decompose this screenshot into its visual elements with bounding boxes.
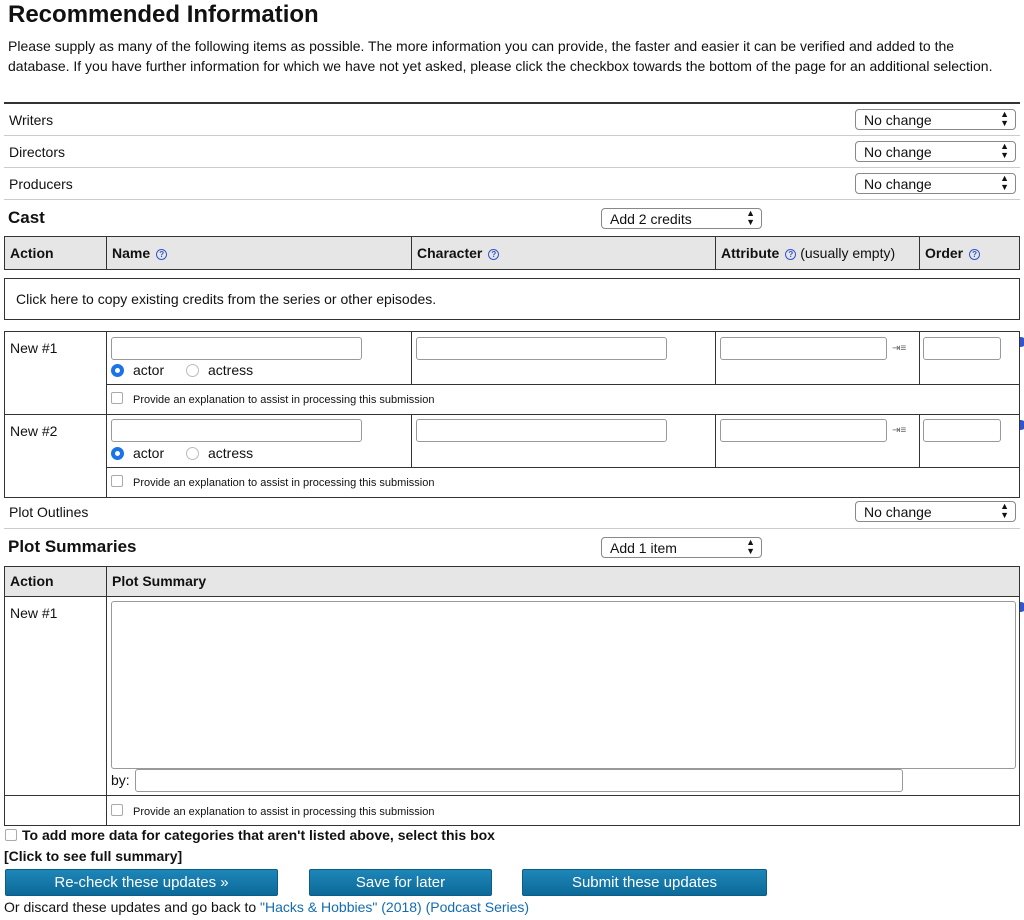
recheck-button[interactable]: Re-check these updates » — [5, 869, 278, 896]
explain-checkbox[interactable]: Provide an explanation to assist in processing this submission — [111, 392, 434, 406]
category-row-writers — [4, 104, 1020, 136]
attribute-input[interactable] — [720, 419, 887, 442]
radio-actor[interactable]: actor — [111, 445, 164, 461]
indicator-icon — [1020, 337, 1024, 347]
category-label: Plot Outlines — [9, 504, 89, 520]
order-input[interactable] — [923, 419, 1001, 442]
header-attribute: Attribute ? (usually empty) — [716, 237, 920, 269]
row-label: New #1 — [10, 605, 58, 621]
header-name: Name ? — [107, 237, 412, 269]
plot-summary-row — [4, 596, 1020, 826]
select-arrows-icon: ▲ ▼ — [1000, 141, 1009, 160]
radio-actress[interactable]: actress — [186, 445, 253, 461]
page-title: Recommended Information — [8, 1, 319, 28]
plot-summary-textarea[interactable] — [111, 601, 1016, 769]
header-action: Action — [5, 567, 107, 596]
plot-summaries-title: Plot Summaries — [8, 537, 137, 556]
help-icon[interactable]: ? — [969, 249, 980, 260]
radio-actor[interactable]: actor — [111, 362, 164, 378]
category-label: Producers — [9, 176, 73, 192]
category-row-directors — [4, 136, 1020, 168]
discard-text: Or discard these updates and go back to "Hacks & Hobbies" (2018) (Podcast Series) — [4, 899, 530, 915]
category-row-plot-outlines — [4, 497, 1020, 529]
category-label: Directors — [9, 144, 66, 160]
radio-actress[interactable]: actress — [186, 362, 253, 378]
help-icon[interactable]: ? — [488, 249, 499, 260]
category-label: Writers — [9, 112, 54, 128]
order-input[interactable] — [923, 337, 1001, 360]
name-input[interactable] — [111, 419, 362, 442]
save-button[interactable]: Save for later — [309, 869, 492, 896]
submit-button[interactable]: Submit these updates — [522, 869, 767, 896]
select-arrows-icon: ▲ ▼ — [746, 537, 755, 556]
cast-row-new-1 — [4, 331, 1020, 415]
plot-table-header — [4, 566, 1020, 597]
by-label: by: — [111, 772, 130, 788]
category-row-producers — [4, 168, 1020, 200]
plot-summaries-add-select[interactable]: Add 1 item ▲ ▼ — [601, 537, 762, 558]
cast-row-new-2 — [4, 414, 1020, 498]
header-plot-summary: Plot Summary — [112, 573, 207, 589]
row-label: New #1 — [10, 340, 58, 356]
indicator-icon — [1020, 602, 1024, 612]
cast-title: Cast — [8, 208, 45, 227]
more-data-checkbox[interactable]: To add more data for categories that aren't listed above, select this box — [5, 827, 495, 843]
character-input[interactable] — [416, 419, 667, 442]
header-order: Order ? — [920, 237, 1019, 269]
help-icon[interactable]: ? — [156, 249, 167, 260]
intro-text: Please supply as many of the following items as possible. The more information you can provide, the faster and easier it can be verified and added to the database. If you have further information for which we have not yet asked, please click the checkbox towards the bottom of the page for an additional selection. — [8, 38, 993, 74]
header-character: Character ? — [412, 237, 716, 269]
explain-checkbox[interactable]: Provide an explanation to assist in processing this submission — [111, 475, 434, 489]
back-link[interactable]: "Hacks & Hobbies" (2018) (Podcast Series) — [260, 899, 530, 915]
help-icon[interactable]: ? — [785, 249, 796, 260]
copy-credits-link[interactable]: Click here to copy existing credits from the series or other episodes. — [4, 278, 1020, 320]
producers-select[interactable]: No change ▲ ▼ — [855, 173, 1016, 194]
cast-add-select[interactable]: Add 2 credits ▲ ▼ — [601, 208, 762, 229]
row-label: New #2 — [10, 423, 58, 439]
select-arrows-icon: ▲ ▼ — [1000, 109, 1009, 128]
directors-select[interactable]: No change ▲ ▼ — [855, 141, 1016, 162]
explain-checkbox[interactable]: Provide an explanation to assist in processing this submission — [111, 804, 434, 818]
select-arrows-icon: ▲ ▼ — [1000, 173, 1009, 192]
indicator-icon — [1020, 420, 1024, 430]
select-arrows-icon: ▲ ▼ — [746, 208, 755, 227]
cast-table-header — [4, 236, 1020, 270]
author-input[interactable] — [135, 769, 903, 792]
writers-select[interactable]: No change ▲ ▼ — [855, 109, 1016, 130]
move-arrow-icon[interactable]: ⇥≡ — [892, 343, 907, 354]
select-arrows-icon: ▲ ▼ — [1000, 501, 1009, 520]
move-arrow-icon[interactable]: ⇥≡ — [892, 425, 907, 436]
attribute-input[interactable] — [720, 337, 887, 360]
header-action: Action — [5, 237, 107, 269]
name-input[interactable] — [111, 337, 362, 360]
plot-outlines-select[interactable]: No change ▲ ▼ — [855, 501, 1016, 522]
full-summary-link[interactable]: [Click to see full summary] — [4, 848, 183, 864]
character-input[interactable] — [416, 337, 667, 360]
